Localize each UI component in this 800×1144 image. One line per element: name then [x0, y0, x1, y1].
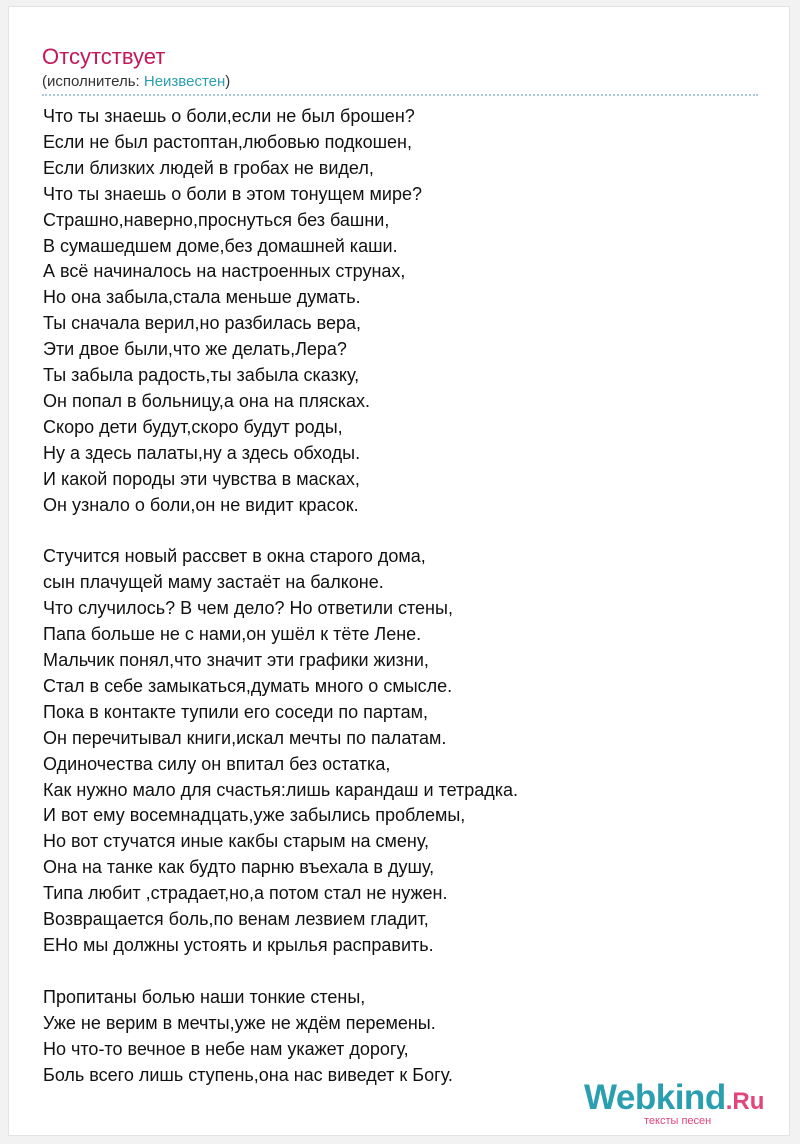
lyric-line: Стучится новый рассвет в окна старого дома, — [43, 546, 426, 567]
lyric-line: Боль всего лишь ступень,она нас виведет к Богу. — [43, 1064, 453, 1085]
lyric-line: Ну а здесь палаты,ну а здесь обходы. — [43, 442, 361, 463]
lyric-line: Он попал в больницу,а она на плясках. — [43, 390, 371, 411]
lyric-line: Мальчик понял,что значит эти графики жизни, — [43, 650, 429, 671]
lyric-line: Скоро дети будут,скоро будут роды, — [43, 416, 343, 437]
stanza — [43, 985, 743, 1089]
lyric-line: Ты сначала верил,но разбилась вера, — [43, 313, 362, 334]
lyric-line: Страшно,наверно,проснуться без башни, — [43, 209, 390, 230]
lyric-line: Но вот стучатся иные какбы старым на смену, — [43, 831, 430, 852]
lyric-line: И вот ему восемнадцать,уже забылись проблемы, — [43, 805, 466, 826]
lyric-line: А всё начиналось на настроенных струнах, — [43, 261, 406, 282]
artist-prefix: (исполнитель: — [42, 73, 144, 90]
artist-link[interactable]: Неизвестен — [143, 73, 226, 90]
lyric-line: сын плачущей маму застаёт на балконе. — [43, 572, 384, 593]
lyric-line: Он перечитывал книги,искал мечты по палатам. — [43, 727, 447, 748]
lyric-line: Уже не верим в мечты,уже не ждём перемены. — [43, 1012, 436, 1033]
stanza — [43, 104, 743, 519]
lyric-line: Что ты знаешь о боли в этом тонущем мире? — [43, 183, 422, 204]
lyric-line: ЕНо мы должны устоять и крылья расправить. — [43, 934, 434, 955]
logo-tagline: тексты песен — [644, 1115, 712, 1127]
lyric-line: Но что-то вечное в небе нам укажет дорогу, — [43, 1038, 409, 1059]
lyric-line: Она на танке как будто парню въехала в душу, — [43, 857, 435, 878]
logo-suffix: .Ru — [725, 1088, 765, 1115]
lyric-line: Что ты знаешь о боли,если не был брошен? — [43, 106, 415, 126]
artist-line — [42, 73, 230, 91]
lyric-line: Если не был растоптан,любовью подкошен, — [43, 131, 412, 152]
lyric-line: Пока в контакте тупили его соседи по партам, — [43, 701, 428, 722]
lyric-line: Эти двое были,что же делать,Лера? — [43, 339, 347, 360]
title-divider — [42, 94, 758, 96]
lyric-line: Что случилось? В чем дело? Но ответили стены, — [43, 598, 453, 619]
artist-suffix: ) — [225, 73, 231, 90]
lyric-line: Возвращается боль,по венам лезвием гладит, — [43, 909, 429, 930]
stanza — [43, 544, 743, 959]
lyrics-body — [43, 104, 743, 1088]
lyric-line: Он узнало о боли,он не видит красок. — [43, 494, 359, 515]
lyric-line: Одиночества силу он впитал без остатка, — [43, 753, 391, 774]
lyric-line: Типа любит ,страдает,но,а потом стал не нужен. — [43, 883, 448, 904]
lyric-line: Папа больше не с нами,он ушёл к тёте Лене. — [43, 624, 422, 645]
lyric-line: Ты забыла радость,ты забыла сказку, — [43, 365, 360, 386]
site-logo[interactable] — [584, 1078, 774, 1128]
lyric-line: Если близких людей в гробах не видел, — [43, 157, 374, 178]
song-title: Отсутствует — [42, 44, 166, 69]
lyric-line: Пропитаны болью наши тонкие стены, — [43, 986, 366, 1007]
lyric-line: Стал в себе замыкаться,думать много о смысле. — [43, 675, 453, 696]
lyric-line: И какой породы эти чувства в масках, — [43, 468, 360, 489]
lyric-line: Но она забыла,стала меньше думать. — [43, 287, 361, 308]
lyric-line: Как нужно мало для счастья:лишь карандаш и тетрадка. — [43, 779, 519, 800]
logo-name: Webkind — [584, 1078, 726, 1117]
lyric-line: В сумашедшем доме,без домашней каши. — [43, 235, 398, 256]
